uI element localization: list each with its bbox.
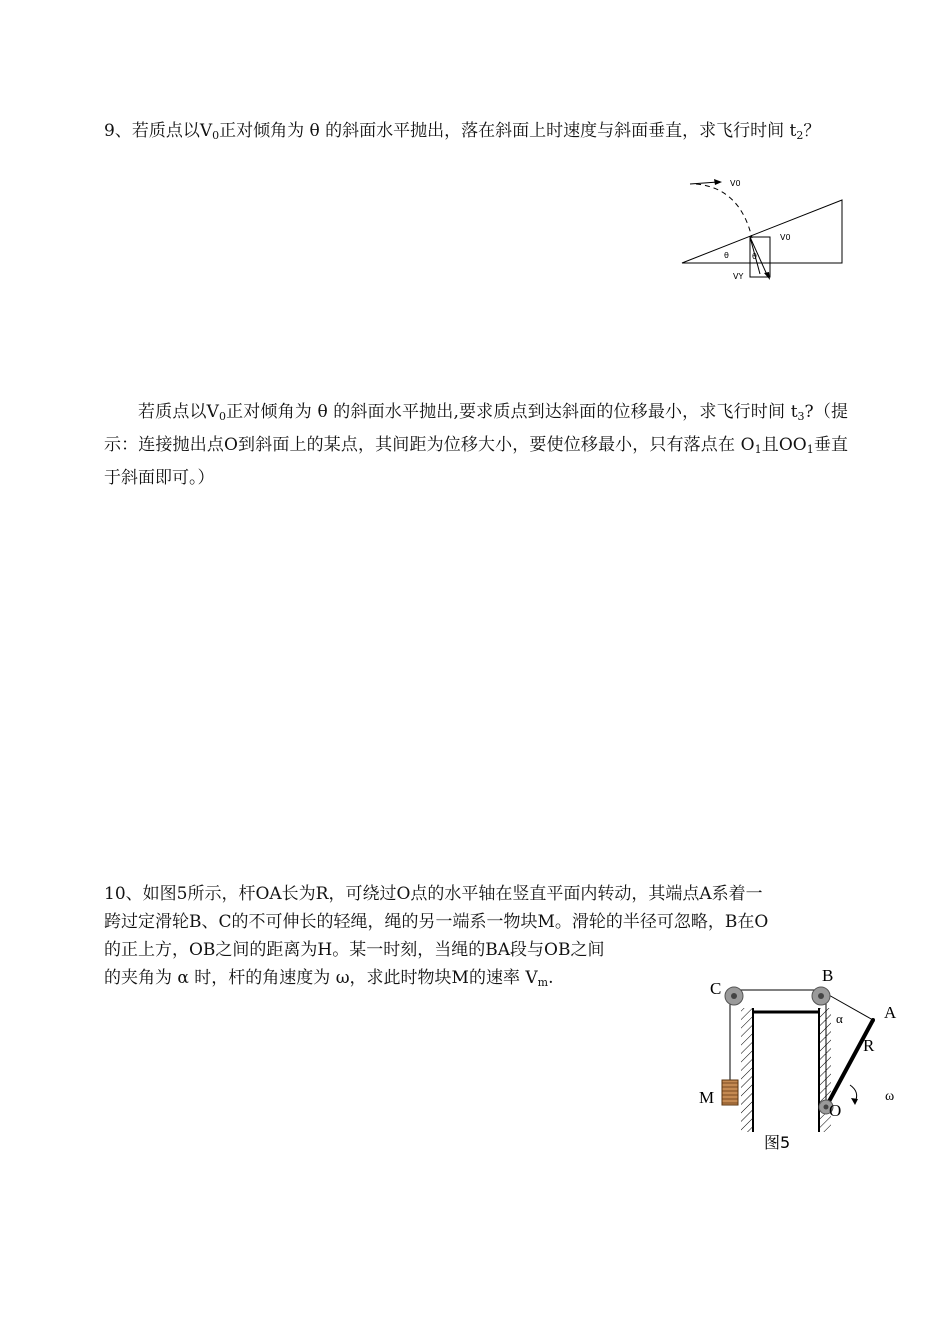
label-r: R [863,1036,875,1055]
incline-triangle [682,200,842,263]
q9b-sub-3: 3 [797,410,805,423]
rod-oa [826,1020,873,1107]
q10-line-4-end: . [548,968,554,988]
q9b-sub-1a: 1 [754,443,762,456]
label-theta-2: θ [752,252,757,261]
block-m [722,1080,738,1105]
q9b-text-c: ?（提示：连接抛出点O到斜面上的某点，其间距为位移大小，要使位移最小，只有落点在 O [104,402,848,455]
label-alpha: α [836,1011,843,1026]
q9b-sub-0: 0 [218,410,226,423]
label-omega: ω [885,1089,895,1104]
q9-text-c: ？ [803,121,821,141]
resultant-arrowhead [764,272,770,280]
omega-arrowhead [851,1098,858,1105]
incline-projectile-figure [670,170,860,285]
label-b: B [822,966,834,985]
q10-line-3: 的正上方，OB之间的距离为H。某一时刻，当绳的BA段与OB之间 [104,940,605,960]
pivot-o-hub [824,1105,829,1110]
pulley-rod-figure [690,960,910,1160]
q10-line-4-text: 的夹角为 α 时，杆的角速度为 ω，求此时物块M的速率 V [104,968,538,988]
v0-top-arrow [690,182,718,184]
label-m: M [699,1088,715,1107]
label-a: A [884,1003,897,1022]
q9b-text-a: 若质点以V [138,402,219,422]
label-c: C [710,979,722,998]
pulley-c-hub [731,993,737,999]
v0-top-arrowhead [714,179,722,185]
label-theta-1: θ [724,251,729,260]
q9-text-a: 9、若质点以V [104,121,213,141]
q9-text-b: 正对倾角为 θ 的斜面水平抛出，落在斜面上时速度与斜面垂直，求飞行时间 t [219,121,797,141]
question-9-text [104,117,848,150]
q10-line-4-sub: m [537,976,549,989]
q9-sub-0: 0 [212,129,220,142]
label-v0: V0 [780,233,791,242]
label-o: O [829,1101,842,1120]
left-wall-hatch [741,1008,753,1132]
rope-b-to-a [827,994,873,1020]
q10-line-2: 跨过定滑轮B、C的不可伸长的轻绳，绳的另一端系一物块M。滑轮的半径可忽略，B在O [104,912,769,932]
point-a [871,1018,875,1022]
q9b-sub-1b: 1 [806,443,814,456]
q9b-text-b: 正对倾角为 θ 的斜面水平抛出,要求质点到达斜面的位移最小，求飞行时间 t [225,402,798,422]
label-vy: VY [733,272,744,281]
trajectory-curve [696,184,752,238]
q10-line-1: 10、如图5所示，杆OA长为R，可绕过O点的水平轴在竖直平面内转动，其端点A系着一 [104,884,763,904]
q9b-text-d: 且OO [761,435,807,455]
figure-5-caption: 图5 [764,1133,791,1152]
question-9b-text [104,398,848,492]
label-v0-top: V0 [730,179,741,188]
q9-sub-2: 2 [796,129,804,142]
q9b-text-e: 垂直于斜面即可。） [104,435,849,488]
pulley-b-hub [818,993,824,999]
